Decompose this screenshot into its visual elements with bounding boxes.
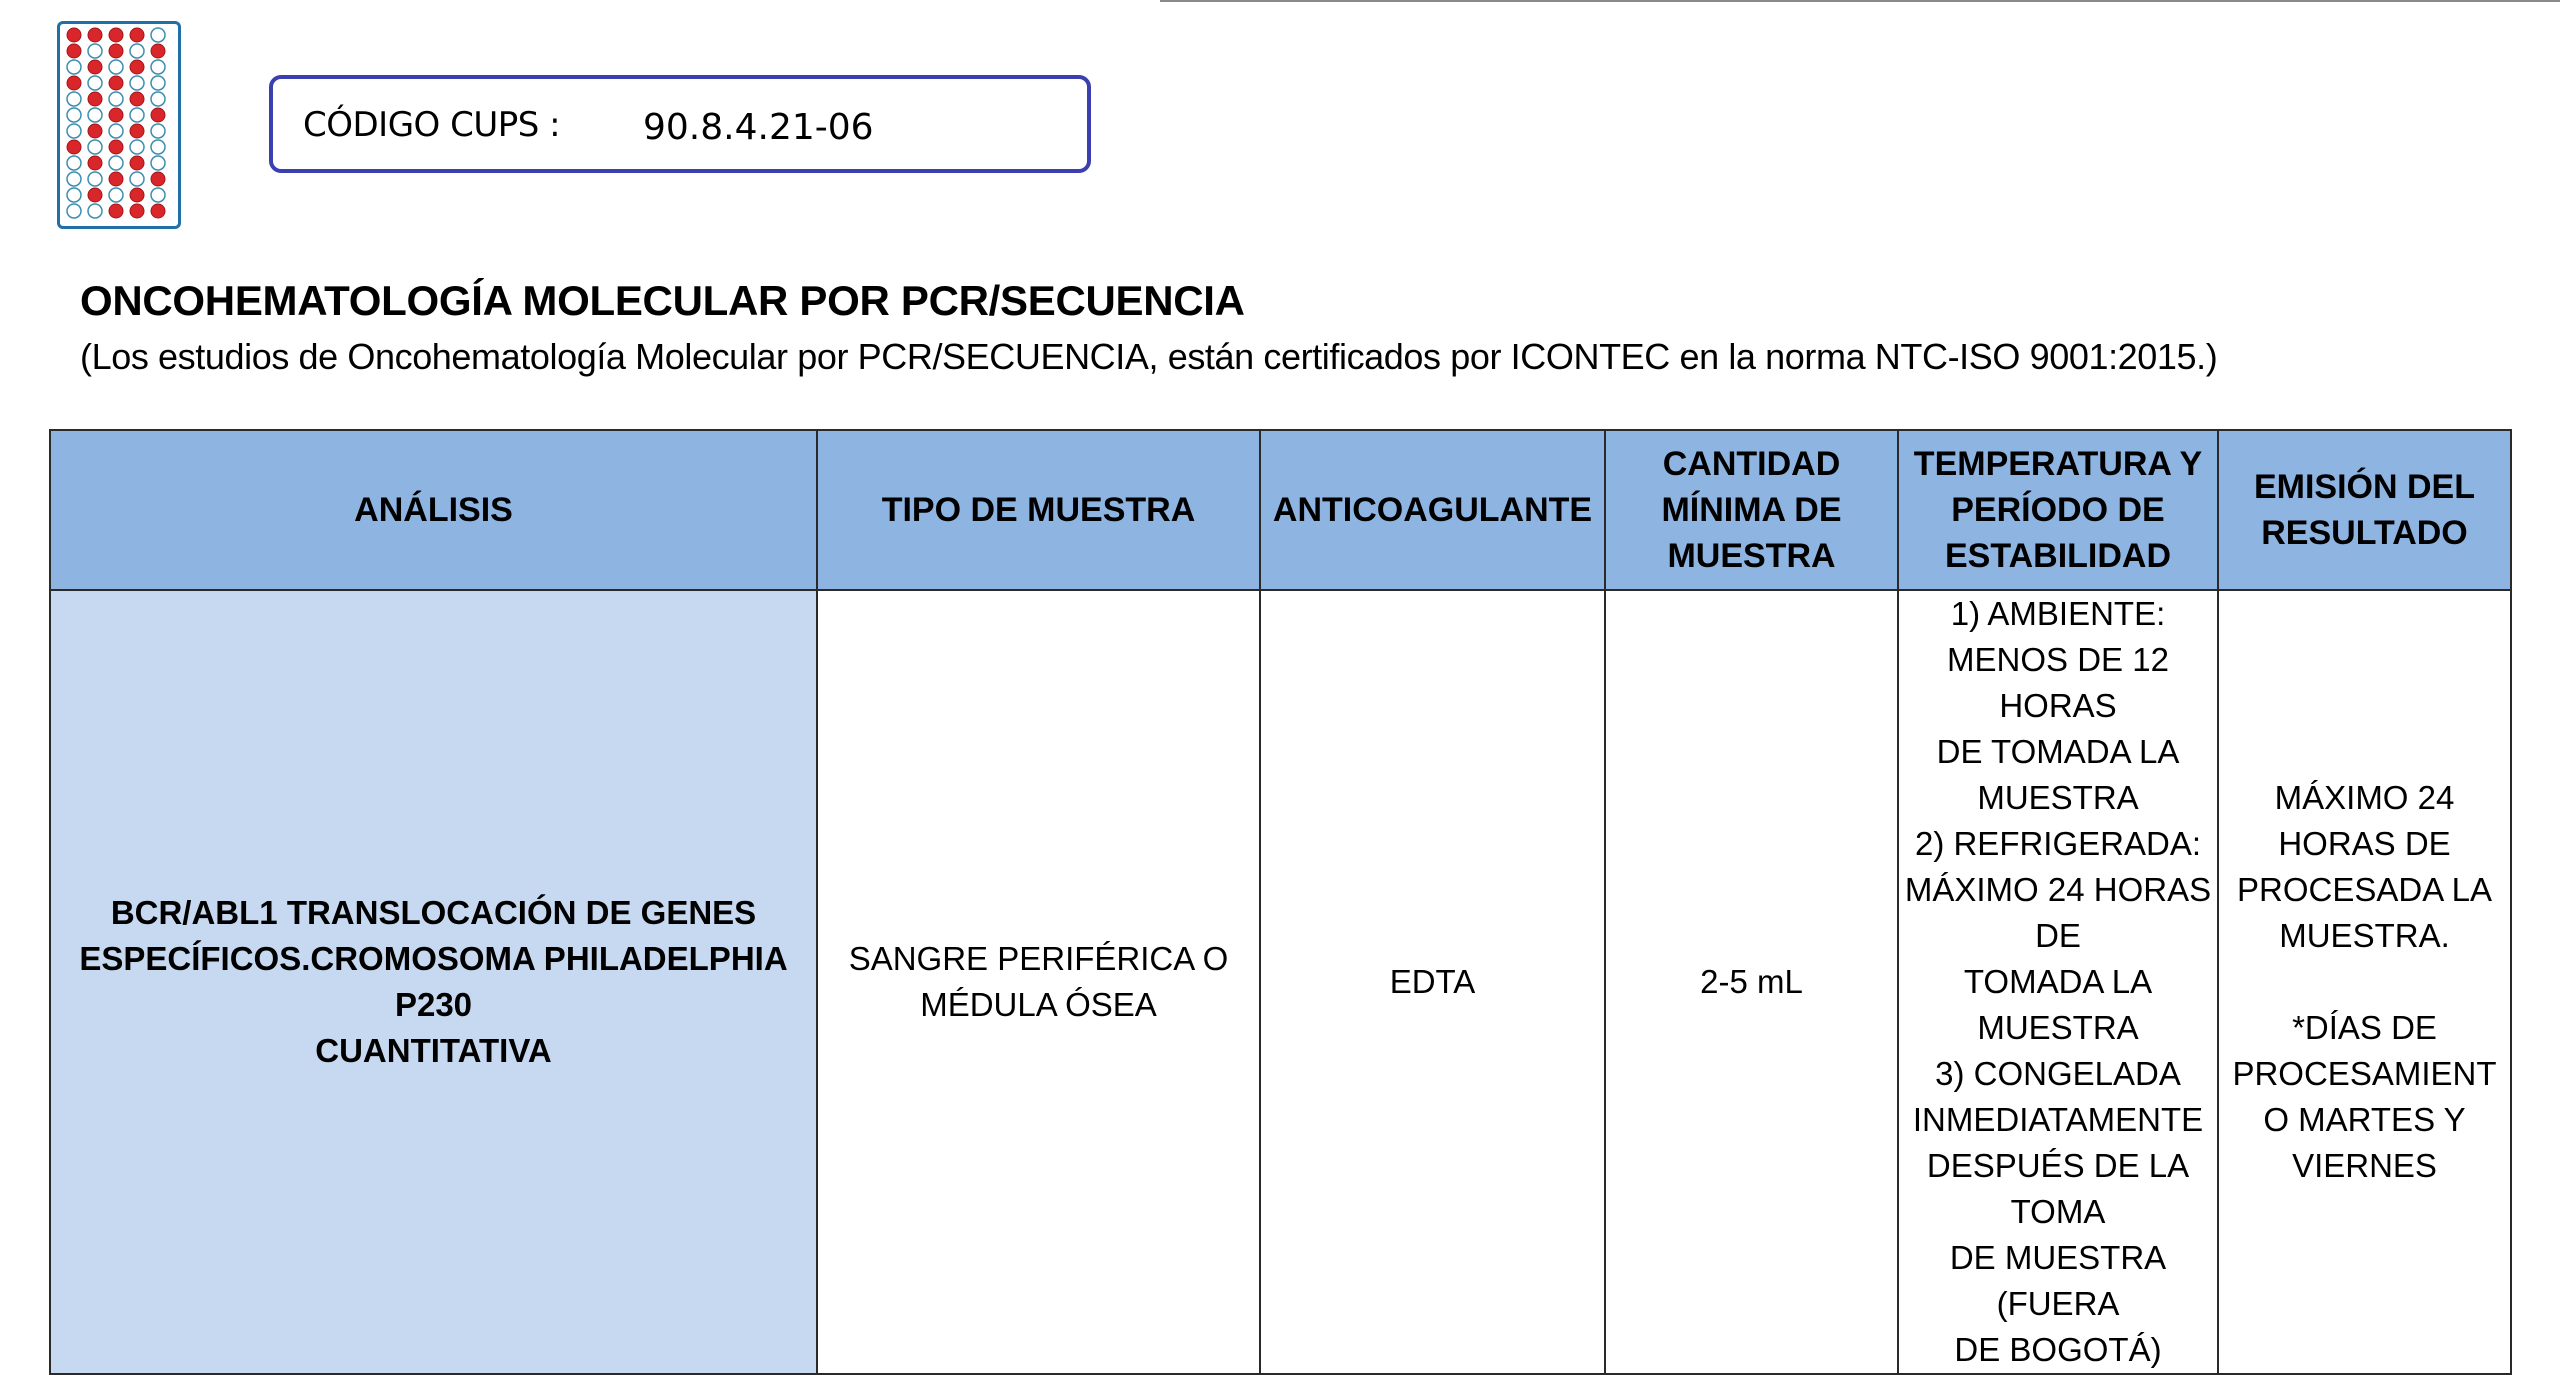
- header-min-quantity: CANTIDAD MÍNIMA DE MUESTRA: [1605, 430, 1898, 590]
- logo-dot: [151, 140, 165, 154]
- logo-dot-red: [130, 204, 144, 218]
- logo-dot-red: [88, 92, 102, 106]
- logo-dot-red: [67, 28, 81, 42]
- logo-dot-red: [67, 44, 81, 58]
- cell-emission: MÁXIMO 24 HORAS DE PROCESADA LA MUESTRA. *DÍAS DE PROCESAMIENT O MARTES Y VIERNES: [2218, 590, 2511, 1374]
- cups-code-label: CÓDIGO CUPS :: [303, 105, 561, 145]
- logo-dot: [130, 140, 144, 154]
- logo-dot-red: [88, 28, 102, 42]
- logo-dot: [67, 108, 81, 122]
- logo-dot-red: [130, 92, 144, 106]
- logo-dot-red: [109, 140, 123, 154]
- logo-dot: [130, 172, 144, 186]
- logo-dot-red: [88, 60, 102, 74]
- logo-dot: [109, 188, 123, 202]
- cups-code-value: 90.8.4.21-06: [643, 107, 874, 148]
- cell-analysis: [50, 590, 817, 1374]
- logo-dot: [88, 140, 102, 154]
- cups-code-box: [269, 75, 1091, 173]
- document-title: ONCOHEMATOLOGÍA MOLECULAR POR PCR/SECUENCIA: [80, 277, 1245, 324]
- logo-dot: [130, 44, 144, 58]
- analysis-line: P230: [394, 986, 473, 1023]
- logo-dot-red: [151, 172, 165, 186]
- logo-dot: [88, 108, 102, 122]
- logo-dot: [67, 188, 81, 202]
- cell-min-quantity: 2-5 mL: [1605, 590, 1898, 1374]
- logo-dot: [130, 76, 144, 90]
- header-emission: EMISIÓN DEL RESULTADO: [2218, 430, 2511, 590]
- analysis-line: ESPECÍFICOS.CROMOSOMA PHILADELPHIA: [79, 940, 788, 977]
- logo-dot: [88, 204, 102, 218]
- logo-dot: [109, 124, 123, 138]
- logo-dot-red: [88, 188, 102, 202]
- logo-dot: [151, 28, 165, 42]
- logo-dot: [151, 156, 165, 170]
- logo-dot-red: [130, 124, 144, 138]
- table-header-row: [50, 430, 2511, 590]
- header-stability: TEMPERATURA Y PERÍODO DE ESTABILIDAD: [1898, 430, 2218, 590]
- logo-dot: [67, 156, 81, 170]
- logo-dot: [67, 92, 81, 106]
- logo-dot-red: [130, 60, 144, 74]
- logo-dot: [67, 60, 81, 74]
- analysis-line: BCR/ABL1 TRANSLOCACIÓN DE GENES: [110, 894, 757, 931]
- logo-dot-red: [151, 204, 165, 218]
- logo-dot-red: [130, 156, 144, 170]
- table-row: [50, 590, 2511, 1374]
- logo-dot: [109, 156, 123, 170]
- logo-dot: [67, 204, 81, 218]
- cell-anticoagulant: EDTA: [1260, 590, 1605, 1374]
- lab-logo: [57, 21, 181, 229]
- logo-dot-red: [151, 44, 165, 58]
- logo-dot-red: [109, 108, 123, 122]
- analysis-line: CUANTITATIVA: [315, 1032, 552, 1069]
- logo-dot: [151, 92, 165, 106]
- logo-dot: [109, 60, 123, 74]
- header-anticoagulant: ANTICOAGULANTE: [1260, 430, 1605, 590]
- logo-dot-red: [109, 76, 123, 90]
- logo-dot-red: [67, 140, 81, 154]
- logo-dot: [151, 60, 165, 74]
- logo-dot-red: [109, 28, 123, 42]
- logo-dot-red: [130, 28, 144, 42]
- lab-logo-graphic: [60, 24, 178, 226]
- logo-dot-red: [88, 156, 102, 170]
- logo-dot-red: [67, 76, 81, 90]
- logo-dot-red: [109, 204, 123, 218]
- logo-dot: [151, 188, 165, 202]
- header-analysis: ANÁLISIS: [50, 430, 817, 590]
- logo-dot: [151, 76, 165, 90]
- logo-dot-red: [151, 108, 165, 122]
- header-sample-type: TIPO DE MUESTRA: [817, 430, 1260, 590]
- logo-dot-red: [109, 44, 123, 58]
- logo-dot: [67, 172, 81, 186]
- logo-dot: [67, 124, 81, 138]
- logo-dot: [151, 124, 165, 138]
- logo-dot: [88, 44, 102, 58]
- requirements-table: [49, 429, 2512, 1375]
- logo-dot-red: [88, 124, 102, 138]
- cell-stability: 1) AMBIENTE: MENOS DE 12 HORAS DE TOMADA LA MUESTRA 2) REFRIGERADA: MÁXIMO 24 HORAS DE TOMADA LA MUESTRA 3) CONGELADA INMEDIATAMENTE DESPUÉS DE LA TOMA DE MUESTRA (FUERA DE BOGOTÁ): [1898, 590, 2218, 1374]
- logo-dot: [88, 76, 102, 90]
- top-rule: [1160, 0, 2560, 2]
- document-subtitle: (Los estudios de Oncohematología Molecular por PCR/SECUENCIA, están certificados por ICONTEC en la norma NTC-ISO 9001:2015.): [80, 336, 2218, 377]
- logo-dot: [88, 172, 102, 186]
- logo-dot-red: [130, 188, 144, 202]
- logo-dot: [130, 108, 144, 122]
- cell-sample-type: SANGRE PERIFÉRICA O MÉDULA ÓSEA: [817, 590, 1260, 1374]
- logo-dot-red: [109, 172, 123, 186]
- logo-dot: [109, 92, 123, 106]
